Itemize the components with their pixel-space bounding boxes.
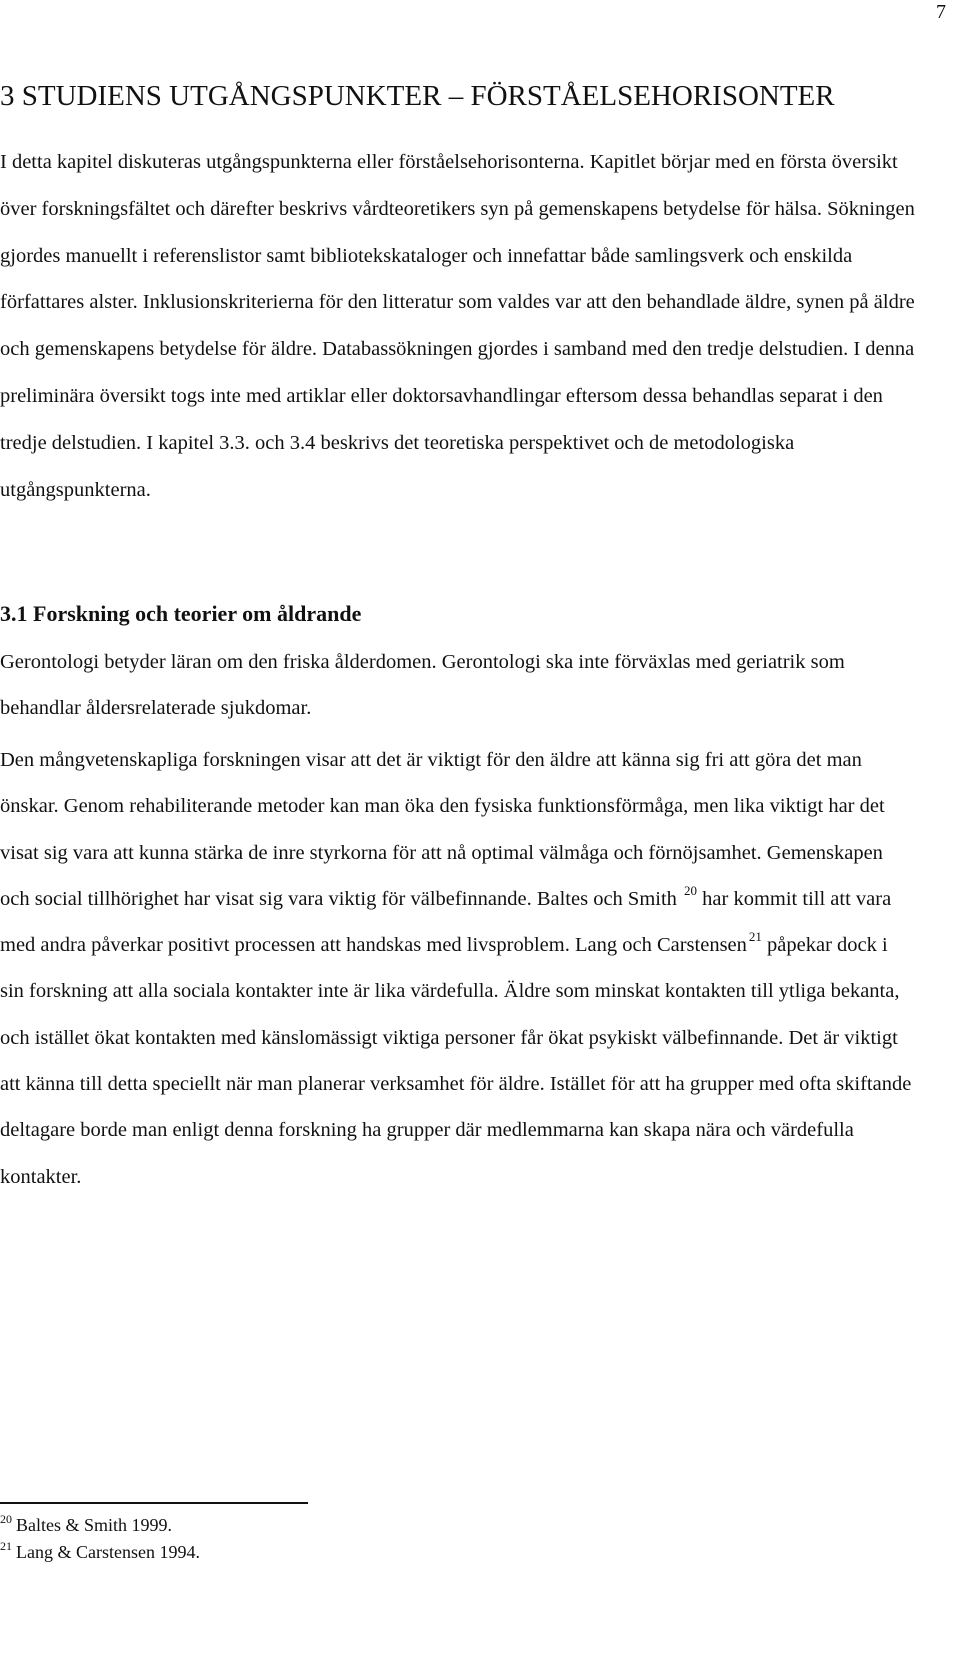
footnote-number: 21 bbox=[0, 1539, 12, 1553]
page-number: 7 bbox=[936, 1, 946, 23]
footnotes bbox=[0, 1512, 200, 1566]
footnote-21 bbox=[0, 1539, 200, 1566]
research-text-part-1: Den mångvetenskapliga forskningen visar att det är viktigt för den äldre att känna sig fri att göra det man önskar. Genom rehabiliterande metoder kan man öka den fysiska funktionsförmåga, men lika viktigt har det visat sig vara att kunna stärka de inre styrkorna för att nå optimal välmåga och förnöjsamhet. Gemenskapen och social tillhörighet har visat sig vara viktig för välbefinnande. Baltes och Smith bbox=[0, 749, 885, 910]
section-heading: 3.1 Forskning och teorier om åldrande bbox=[0, 601, 362, 626]
footnote-separator bbox=[0, 1502, 308, 1504]
research-text-part-3: påpekar dock i sin forskning att alla sociala kontakter inte är lika värdefulla. Äldre som minskat kontakten till ytliga bekanta, och istället ökat kontakten med känslomässigt viktiga personer får ökat psykiskt välbefinnande. Det är viktigt att känna till detta speciellt när man planerar verksamhet för äldre. Istället för att ha grupper med ofta skiftande deltagare borde man enligt denna forskning ha grupper där medlemmarna kan skapa nära och värdefulla kontakter. bbox=[0, 934, 912, 1188]
footnote-text: Baltes & Smith 1999. bbox=[16, 1515, 173, 1535]
research-paragraph bbox=[0, 737, 915, 1200]
footnote-text: Lang & Carstensen 1994. bbox=[16, 1542, 200, 1562]
footnote-ref-21[interactable]: 21 bbox=[748, 929, 762, 945]
research-text-part-2: har kommit till att vara med andra påverkar positivt processen att handskas med livsproblem. Lang och Carstensen bbox=[0, 887, 892, 957]
intro-paragraph: I detta kapitel diskuteras utgångspunkterna eller förståelsehorisonterna. Kapitlet börjar med en första översikt över forskningsfältet och därefter beskrivs vårdteoretikers syn på gemenskapens betydelse för hälsa. Sökningen gjordes manuellt i referenslistor samt bibliotekskataloger och innefattar både samlingsverk och enskilda författares alster. Inklusionskriterierna för den litteratur som valdes var att den behandlade äldre, synen på äldre och gemenskapens betydelse för äldre. Databassökningen gjordes i samband med den tredje delstudien. I denna preliminära översikt togs inte med artiklar eller doktorsavhandlingar eftersom dessa behandlas separat i den tredje delstudien. I kapitel 3.3. och 3.4 beskrivs det teoretiska perspektivet och de metodologiska utgångspunkterna. bbox=[0, 151, 915, 501]
footnote-ref-20[interactable]: 20 bbox=[684, 882, 698, 898]
footnote-number: 20 bbox=[0, 1512, 12, 1526]
chapter-heading: 3 STUDIENS UTGÅNGSPUNKTER – FÖRSTÅELSEHORISONTER bbox=[0, 80, 835, 112]
gerontology-paragraph: Gerontologi betyder läran om den friska ålderdomen. Gerontologi ska inte förväxlas med geriatrik som behandlar åldersrelaterade sjukdomar. bbox=[0, 651, 845, 719]
footnote-20 bbox=[0, 1512, 200, 1539]
